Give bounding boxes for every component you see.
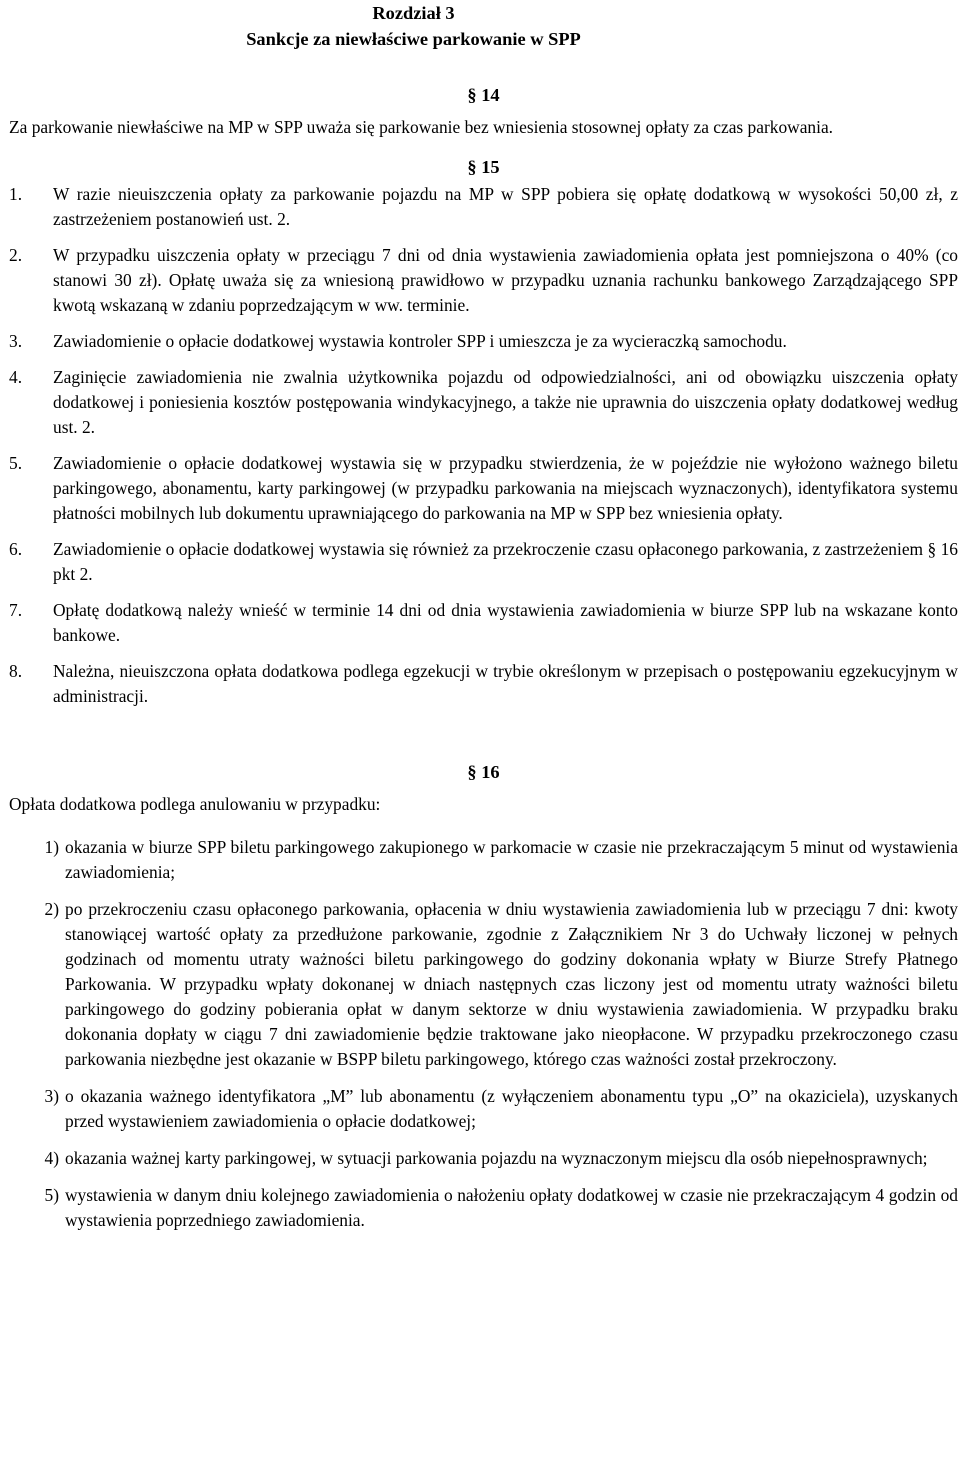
item-number: 5) [44, 1185, 59, 1205]
item-number: 2) [44, 899, 59, 919]
item-number: 1) [44, 837, 59, 857]
list-item [9, 1084, 958, 1134]
list-item [9, 1183, 958, 1233]
item-text: wystawienia w danym dniu kolejnego zawiadomienia o nałożeniu opłaty dodatkowej w czasie nie przekraczającym 4 godzin od wystawienia poprzedniego zawiadomienia. [65, 1185, 958, 1230]
item-number: 4) [44, 1148, 59, 1168]
chapter-label: Rozdział 3 [372, 3, 455, 23]
list-item [9, 329, 958, 354]
section-16-block [9, 759, 958, 825]
list-item [9, 897, 958, 1072]
section-14-heading: § 14 [467, 85, 500, 105]
section-16-heading: § 16 [467, 762, 500, 782]
chapter-title: Sankcje za niewłaściwe parkowanie w SPP [246, 29, 581, 49]
item-number: 7. [9, 600, 23, 620]
list-item [9, 835, 958, 885]
item-text: po przekroczeniu czasu opłaconego parkowania, opłacenia w dniu wystawienia zawiadomienia lub w przeciągu 7 dni: kwoty stanowiącej wartość opłaty za przedłużone parkowanie, zgodnie z Załącznikiem Nr 3 do Uchwały liczonej w pełnych godzinach od momentu utraty ważności biletu parkingowego do godziny dokonania wpłaty w Biurze Strefy Płatnego Parkowania. W przypadku wpłaty dokonanej w dniach następnych czas liczony jest od momentu utraty ważności biletu parkingowego do godziny pobierania opłat w danym sektorze w dniu wystawienia zawiadomienia. W przypadku braku dokonania dopłaty w ciągu 7 dni zawiadomienie będzie traktowane jako nieopłacone. W przypadku przekroczonego czasu parkowania niezbędne jest okazanie w BSPP biletu parkingowego, którego czas ważności został przekroczony. [65, 899, 958, 1069]
section-16-list [9, 835, 958, 1233]
item-number: 1. [9, 184, 23, 204]
item-text: W razie nieuiszczenia opłaty za parkowanie pojazdu na MP w SPP pobiera się opłatę dodatkową w wysokości 50,00 zł, z zastrzeżeniem postanowień ust. 2. [53, 184, 958, 229]
item-text: Opłatę dodatkową należy wnieść w terminie 14 dni od dnia wystawienia zawiadomienia w biurze SPP lub na wskazane konto bankowe. [53, 600, 958, 645]
document-page [9, 0, 958, 1233]
section-16-intro: Opłata dodatkowa podlega anulowaniu w przypadku: [9, 794, 381, 814]
section-15-heading: § 15 [467, 157, 500, 177]
item-text: okazania w biurze SPP biletu parkingowego zakupionego w parkomacie w czasie nie przekraczającym 5 minut od wystawienia zawiadomienia; [65, 837, 958, 882]
list-item [9, 598, 958, 648]
item-text: Zaginięcie zawiadomienia nie zwalnia użytkownika pojazdu od odpowiedzialności, ani od obowiązku uiszczenia opłaty dodatkowej i poniesienia kosztów postępowania windykacyjnego, a także nie uprawnia do uiszczenia opłaty dodatkowej według ust. 2. [53, 367, 958, 437]
item-text: W przypadku uiszczenia opłaty w przeciągu 7 dni od dnia wystawienia zawiadomienia opłata jest pomniejszona o 40% (co stanowi 30 zł). Opłatę uważa się za wniesioną prawidłowo w przypadku uznania rachunku bankowego Zarządzającego SPP kwotą wskazaną w zdaniu poprzedzającym w ww. terminie. [53, 245, 958, 315]
list-item [9, 537, 958, 587]
item-number: 3) [44, 1086, 59, 1106]
item-text: Zawiadomienie o opłacie dodatkowej wystawia się w przypadku stwierdzenia, że w pojeździe nie wyłożono ważnego biletu parkingowego, abonamentu, karty parkingowej (w przypadku parkowania na miejscach wyznaczonych), identyfikatora systemu płatności mobilnych lub dokumentu uprawniającego do parkowania na MP w SPP bez wniesienia opłaty. [53, 453, 958, 523]
list-item [9, 659, 958, 709]
item-text: Zawiadomienie o opłacie dodatkowej wystawia kontroler SPP i umieszcza je za wycieraczką samochodu. [53, 331, 787, 351]
item-number: 5. [9, 453, 23, 473]
item-text: Należna, nieuiszczona opłata dodatkowa podlega egzekucji w trybie określonym w przepisach o postępowaniu egzekucyjnym w administracji. [53, 661, 958, 706]
list-item [9, 182, 958, 232]
item-text: Zawiadomienie o opłacie dodatkowej wystawia się również za przekroczenie czasu opłaconego parkowania, z zastrzeżeniem § 16 pkt 2. [53, 539, 958, 584]
item-number: 2. [9, 245, 23, 265]
item-text: okazania ważnej karty parkingowej, w sytuacji parkowania pojazdu na wyznaczonym miejscu dla osób niepełnosprawnych; [65, 1148, 928, 1168]
item-number: 3. [9, 331, 23, 351]
list-item [9, 1146, 958, 1171]
item-number: 8. [9, 661, 23, 681]
item-number: 6. [9, 539, 23, 559]
section-15-list [9, 182, 958, 709]
item-number: 4. [9, 367, 23, 387]
list-item [9, 243, 958, 318]
list-item [9, 365, 958, 440]
list-item [9, 451, 958, 526]
section-14-text: Za parkowanie niewłaściwe na MP w SPP uważa się parkowanie bez wniesienia stosownej opłaty za czas parkowania. [9, 117, 834, 137]
item-text: o okazania ważnego identyfikatora „M” lub abonamentu (z wyłączeniem abonamentu typu „O” na okaziciela), uzyskanych przed wystawieniem zawiadomienia o opłacie dodatkowej; [65, 1086, 958, 1131]
